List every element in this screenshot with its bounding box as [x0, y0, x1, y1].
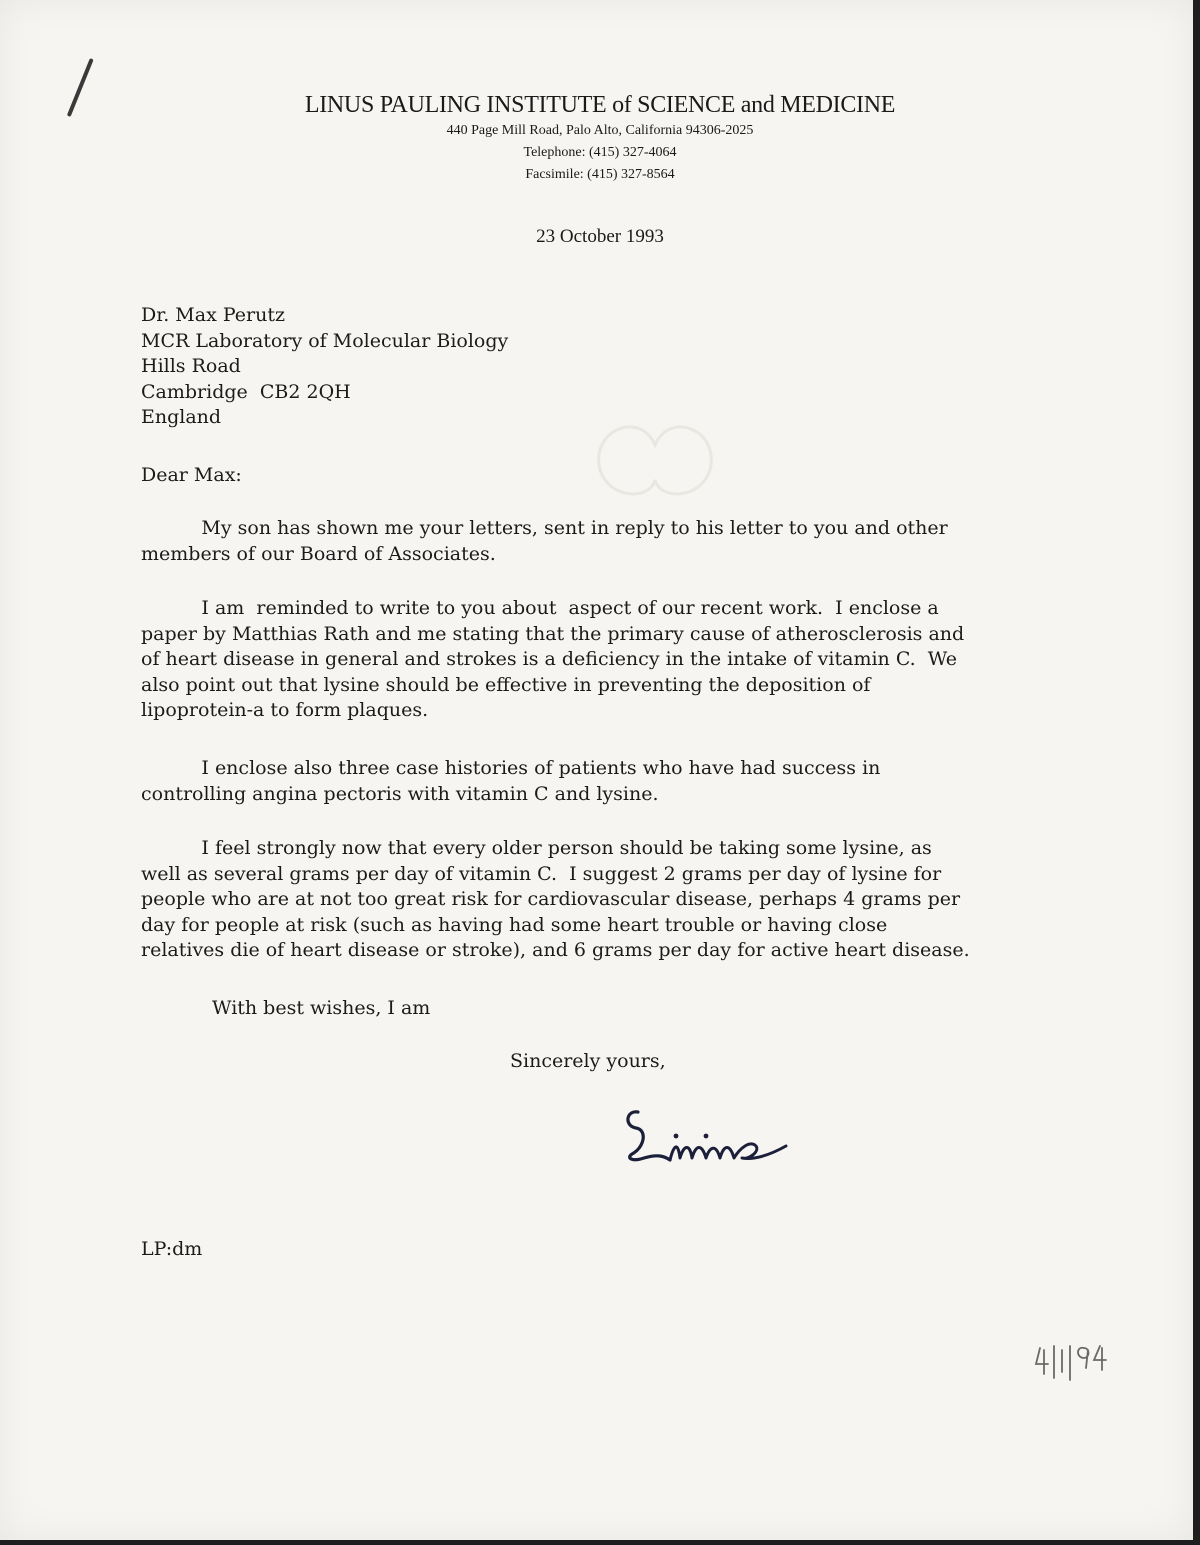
scan-edge-bottom — [0, 1540, 1200, 1545]
recipient-line: England — [141, 406, 222, 429]
closing-line: With best wishes, I am — [212, 997, 431, 1019]
recipient-line: MCR Laboratory of Molecular Biology — [141, 329, 509, 352]
paragraph-line: well as several grams per day of vitamin C. I suggest 2 grams per day of lysine for — [141, 862, 942, 885]
recipient-address — [141, 303, 508, 431]
institution-name: LINUS PAULING INSTITUTE of SCIENCE and MEDICINE — [304, 92, 896, 118]
handwritten-date — [1032, 1340, 1112, 1384]
paragraph-line: of heart disease in general and strokes is a deficiency in the intake of vitamin C. We — [141, 648, 958, 671]
paragraph-line: day for people at risk (such as having had some heart trouble or having close — [141, 913, 888, 936]
sign-off: Sincerely yours, — [510, 1050, 666, 1072]
paper-watermark — [560, 390, 760, 530]
typist-initials: LP:dm — [141, 1238, 203, 1260]
salutation: Dear Max: — [141, 464, 242, 486]
institution-address: 440 Page Mill Road, Palo Alto, California 94306-2025 — [446, 123, 754, 138]
paragraph-line: controlling angina pectoris with vitamin C and lysine. — [141, 782, 659, 805]
paragraph-line: paper by Matthias Rath and me stating that the primary cause of atherosclerosis and — [141, 622, 965, 645]
paragraph-line: I feel strongly now that every older person should be taking some lysine, as — [141, 837, 932, 859]
paragraph-line: relatives die of heart disease or stroke), and 6 grams per day for active heart disease. — [141, 939, 970, 962]
paragraph-4 — [141, 836, 1046, 964]
paragraph-line: My son has shown me your letters, sent in reply to his letter to you and other — [141, 517, 948, 539]
paragraph-line: I am reminded to write to you about aspect of our recent work. I enclose a — [141, 597, 939, 619]
paragraph-line: lipoprotein-a to form plaques. — [141, 699, 429, 722]
recipient-line: Hills Road — [141, 355, 241, 378]
paragraph-2 — [141, 596, 1046, 724]
signature — [618, 1100, 798, 1170]
recipient-line: Cambridge CB2 2QH — [141, 380, 351, 403]
scan-edge-right — [1193, 0, 1200, 1545]
institution-facsimile: Facsimile: (415) 327-8564 — [525, 167, 675, 182]
paragraph-line: I enclose also three case histories of patients who have had success in — [141, 757, 881, 779]
paragraph-line: also point out that lysine should be effective in preventing the deposition of — [141, 673, 871, 696]
paragraph-3 — [141, 756, 1046, 807]
letterhead — [200, 90, 1000, 186]
institution-telephone: Telephone: (415) 327-4064 — [523, 145, 677, 160]
paragraph-1 — [141, 516, 1046, 567]
paragraph-line: members of our Board of Associates. — [141, 542, 496, 565]
recipient-line: Dr. Max Perutz — [141, 304, 285, 326]
letter-date: 23 October 1993 — [536, 226, 664, 247]
paragraph-line: people who are at not too great risk for cardiovascular disease, perhaps 4 grams per — [141, 888, 961, 911]
pencil-mark — [67, 58, 94, 117]
